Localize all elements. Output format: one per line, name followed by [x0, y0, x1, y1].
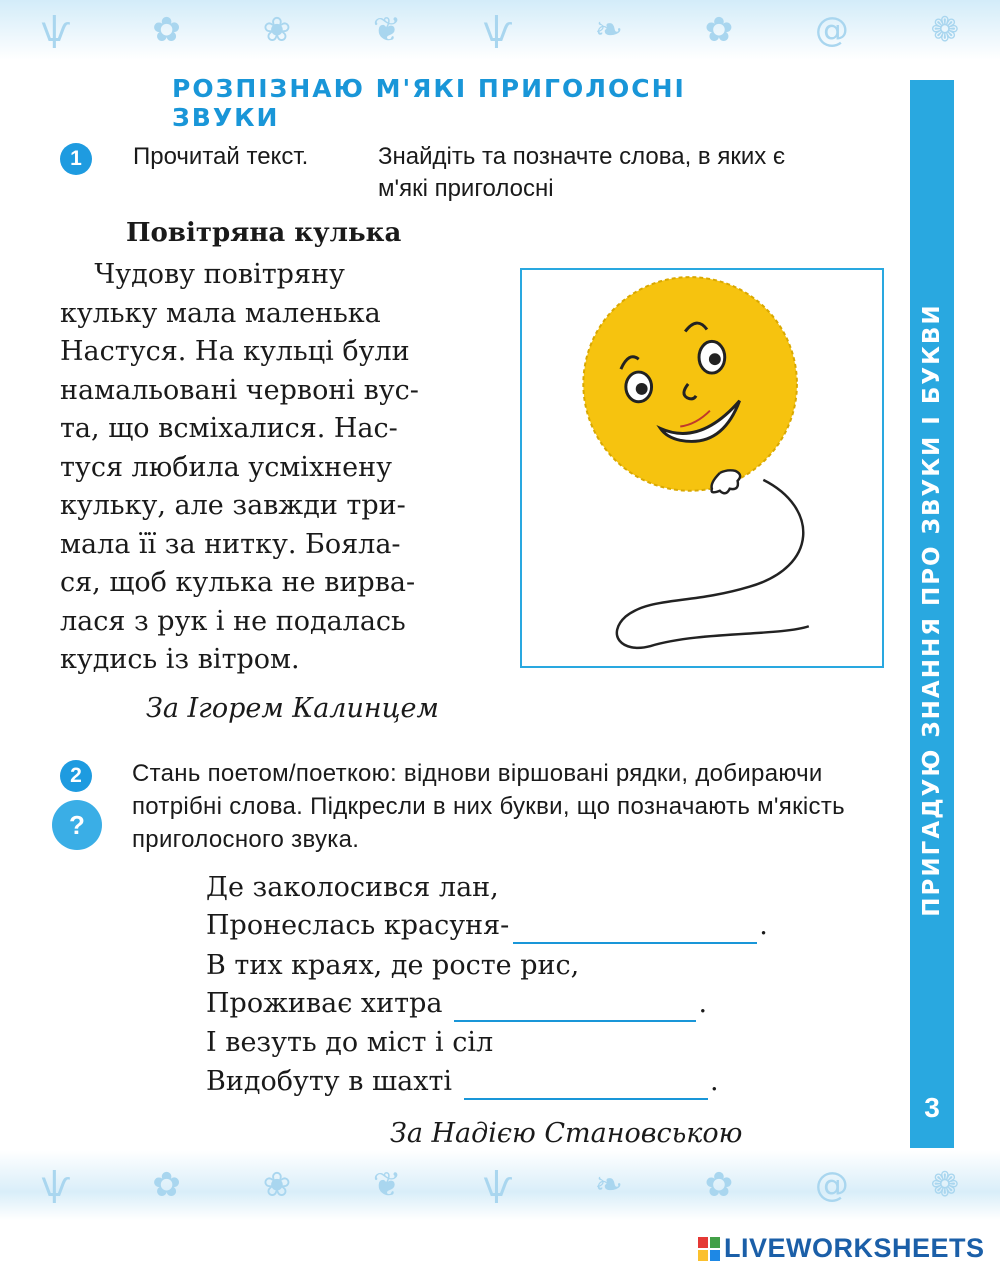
- grass-icon: ѱ: [40, 1165, 71, 1205]
- flower-icon: ✿: [704, 10, 734, 50]
- answer-blank-2[interactable]: [454, 988, 696, 1022]
- task-number-badge: 2: [60, 760, 92, 792]
- grass-icon: ѱ: [482, 10, 513, 50]
- leaf-icon: ❦: [372, 1165, 402, 1205]
- task-number-badge: 1: [60, 143, 92, 175]
- section-title: ПРИГАДУЮ ЗНАННЯ ПРО ЗВУКИ І БУКВИ: [919, 303, 945, 917]
- brand-logo: [698, 1233, 985, 1264]
- task1-instruction: Прочитай текст.: [133, 143, 309, 170]
- poem-line: [206, 1027, 493, 1058]
- poem-line: [206, 872, 499, 903]
- leaf-icon: ❧: [594, 1165, 623, 1205]
- poem-line: [206, 988, 707, 1022]
- brand-name: LIVEWORKSHEETS: [724, 1233, 985, 1263]
- poem-line-text: Де заколосився лан,: [206, 872, 499, 903]
- grass-icon: ѱ: [482, 1165, 513, 1205]
- story-text: Чудову повітряну кульку мала маленька Настуся. На кульці були намальовані червоні вус- та, що всміхалися. Нас- туся любила усміхнену кульку, але завжди три- мала її за нитку. Бояла- ся, щоб кулька не вирва- лася з рук і не подалась кудись із вітром.: [60, 259, 419, 675]
- poem-line-end: .: [759, 910, 768, 941]
- poem-line-text: В тих краях, де росте рис,: [206, 950, 580, 981]
- balloon-illustration: [520, 268, 884, 668]
- flower-icon: ✿: [152, 10, 181, 50]
- top-decoration: [0, 0, 1000, 60]
- story-author: За Ігорем Калинцем: [146, 693, 439, 724]
- task1-extra-instruction-line2: м'які приголосні: [378, 175, 554, 202]
- poem-line: [206, 1066, 719, 1100]
- liveworksheets-logo-icon: [698, 1237, 720, 1261]
- leaf-icon: ❦: [372, 10, 402, 50]
- poem-author: За Надією Становською: [390, 1118, 743, 1149]
- flower-icon: ✿: [704, 1165, 734, 1205]
- bottom-decoration: [0, 1150, 1000, 1220]
- flower-icon: ❀: [262, 1165, 292, 1205]
- poem-line-text: Видобуту в шахті: [206, 1066, 453, 1097]
- books-question-icon: ?: [52, 800, 102, 850]
- flower-icon: ❀: [262, 10, 292, 50]
- page-title: РОЗПІЗНАЮ М'ЯКІ ПРИГОЛОСНІ ЗВУКИ: [172, 74, 686, 132]
- poem-line-text: Пронеслась красуня-: [206, 910, 510, 941]
- flower-icon: ❁: [930, 10, 960, 50]
- task2-instruction: Стань поетом/поеткою: віднови віршовані рядки, добираючи потрібні слова. Підкресли в них букви, що позначають м'якість приголосного звука.: [132, 760, 845, 853]
- leaf-icon: ❧: [594, 10, 623, 50]
- snail-icon: @: [814, 10, 849, 50]
- story-title: Повітряна кулька: [126, 218, 402, 248]
- task1-extra-instruction-line1: Знайдіть та позначте слова, в яких є: [378, 143, 786, 170]
- page-number: 3: [924, 1092, 940, 1123]
- snail-icon: @: [814, 1165, 849, 1205]
- smiling-balloon-image: [522, 270, 882, 666]
- poem-line: [206, 910, 768, 944]
- poem-line-text: Проживає хитра: [206, 988, 443, 1019]
- flower-icon: ❁: [930, 1165, 960, 1205]
- answer-blank-3[interactable]: [464, 1066, 708, 1100]
- poem-line: [206, 950, 579, 981]
- poem-line-end: .: [698, 988, 708, 1019]
- answer-blank-1[interactable]: [513, 910, 757, 944]
- poem-line-text: І везуть до міст і сіл: [206, 1027, 494, 1058]
- poem-line-end: .: [710, 1066, 719, 1097]
- grass-icon: ѱ: [40, 10, 71, 50]
- flower-icon: ✿: [152, 1165, 181, 1205]
